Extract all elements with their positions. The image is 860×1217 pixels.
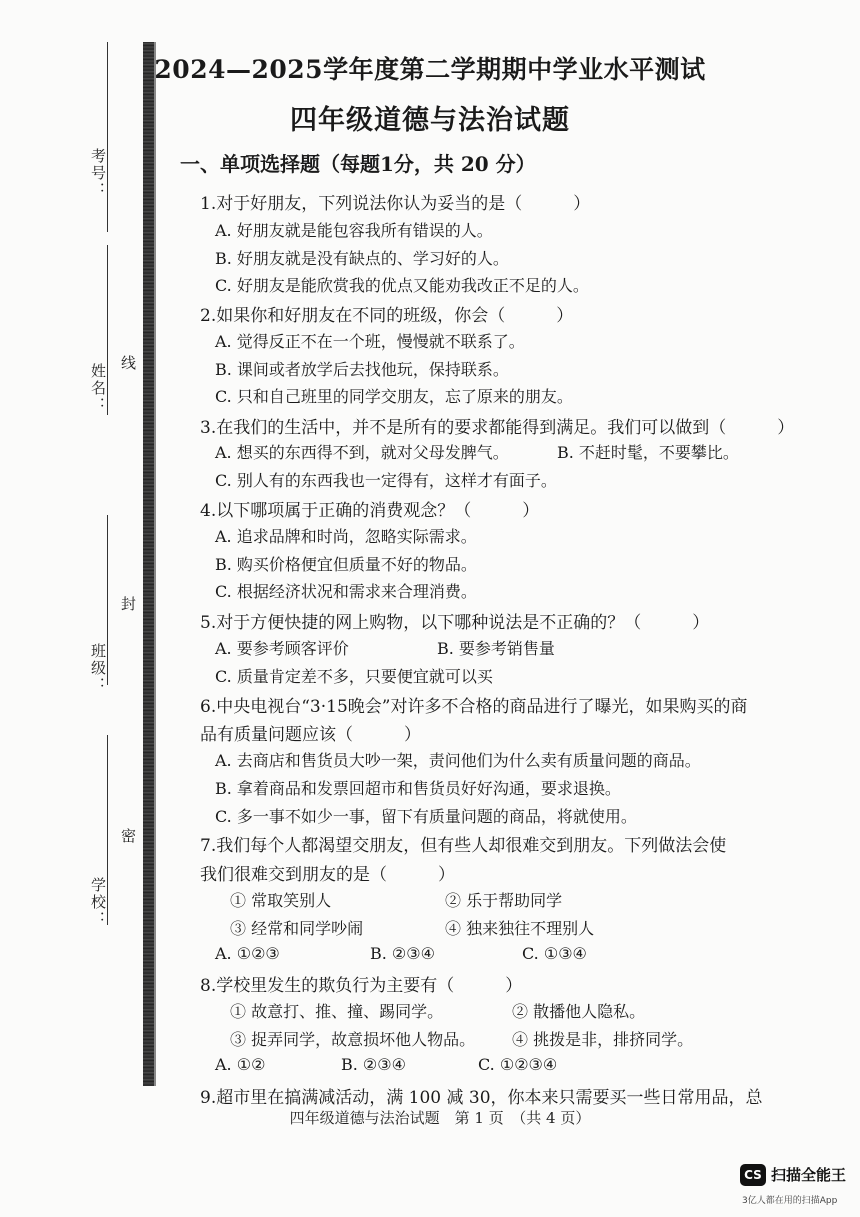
- page-footer: 四年级道德与法治试题 第 1 页 （共 4 页）: [289, 1109, 591, 1127]
- q8-item-3: ③ 捉弄同学，故意损坏他人物品。: [230, 1030, 476, 1049]
- question-2: 2.如果你和好朋友在不同的班级，你会（ ）: [200, 306, 574, 326]
- question-5: 5.对于方便快捷的网上购物，以下哪种说法是不正确的？（ ）: [200, 613, 710, 633]
- q7-item-2: ② 乐于帮助同学: [445, 891, 563, 910]
- camscanner-logo-icon: CS: [740, 1164, 766, 1186]
- section-heading: 一、单项选择题（每题1分，共 20 分）: [180, 152, 536, 176]
- q5-option-c: C. 质量肯定差不多，只要便宜就可以买: [215, 667, 493, 686]
- q6-option-b: B. 拿着商品和发票回超市和售货员好好沟通，要求退换。: [215, 779, 621, 798]
- q7-option-c: C. ①③④: [522, 944, 587, 963]
- q8-item-2: ② 散播他人隐私。: [512, 1002, 646, 1021]
- scan-binding-edge-inner: [154, 42, 156, 1086]
- class-line: [107, 515, 108, 685]
- q3-option-a: A. 想买的东西得不到，就对父母发脾气。: [215, 443, 509, 462]
- q8-option-a: A. ①②: [215, 1055, 266, 1074]
- exam-subtitle: 四年级道德与法治试题: [290, 105, 570, 136]
- q7-option-a: A. ①②③: [215, 944, 280, 963]
- question-7-cont: 我们很难交到朋友的是（ ）: [200, 865, 455, 885]
- q8-option-c: C. ①②③④: [478, 1055, 558, 1074]
- q3-option-c: C. 别人有的东西我也一定得有，这样才有面子。: [215, 471, 557, 490]
- q2-option-a: A. 觉得反正不在一个班，慢慢就不联系了。: [215, 332, 525, 351]
- q5-option-a: A. 要参考顾客评价: [215, 639, 349, 658]
- q8-item-4: ④ 挑拨是非，排挤同学。: [512, 1030, 694, 1049]
- q6-option-c: C. 多一事不如少一事，留下有质量问题的商品，将就使用。: [215, 807, 637, 826]
- q8-option-b: B. ②③④: [341, 1055, 406, 1074]
- question-7: 7.我们每个人都渴望交朋友，但有些人却很难交到朋友。下列做法会使: [200, 836, 727, 856]
- exam-number-label: 考号：: [89, 148, 107, 199]
- question-8: 8.学校里发生的欺负行为主要有（ ）: [200, 976, 523, 996]
- q7-option-b: B. ②③④: [370, 944, 435, 963]
- seal-feng-char: 封: [119, 596, 137, 613]
- question-6: 6.中央电视台“3·15晚会”对许多不合格的商品进行了曝光，如果购买的商: [200, 697, 748, 717]
- school-line: [107, 735, 108, 925]
- q1-option-b: B. 好朋友就是没有缺点的、学习好的人。: [215, 249, 509, 268]
- seal-mi-char: 密: [119, 828, 137, 845]
- question-3: 3.在我们的生活中，并不是所有的要求都能得到满足。我们可以做到（ ）: [200, 418, 795, 438]
- name-label: 姓名：: [89, 363, 107, 414]
- q2-option-c: C. 只和自己班里的同学交朋友，忘了原来的朋友。: [215, 387, 573, 406]
- q7-item-4: ④ 独来独往不理别人: [445, 919, 595, 938]
- question-9: 9.超市里在搞满减活动，满 100 减 30，你本来只需要买一些日常用品，总: [200, 1088, 763, 1108]
- class-label: 班级：: [89, 643, 107, 694]
- q1-option-a: A. 好朋友就是能包容我所有错误的人。: [215, 221, 493, 240]
- q8-item-1: ① 故意打、推、撞、踢同学。: [230, 1002, 444, 1021]
- q7-item-3: ③ 经常和同学吵闹: [230, 919, 364, 938]
- school-label: 学校：: [89, 877, 107, 928]
- camscanner-tagline: 3亿人都在用的扫描App: [742, 1196, 838, 1206]
- q7-item-1: ① 常取笑别人: [230, 891, 332, 910]
- q4-option-b: B. 购买价格便宜但质量不好的物品。: [215, 555, 477, 574]
- name-line: [107, 245, 108, 415]
- question-1: 1.对于好朋友，下列说法你认为妥当的是（ ）: [200, 194, 591, 214]
- q6-option-a: A. 去商店和售货员大吵一架，责问他们为什么卖有质量问题的商品。: [215, 751, 701, 770]
- question-4: 4.以下哪项属于正确的消费观念？（ ）: [200, 501, 540, 521]
- seal-line-char: 线: [119, 355, 137, 372]
- question-6-cont: 品有质量问题应该（ ）: [200, 725, 421, 745]
- q2-option-b: B. 课间或者放学后去找他玩，保持联系。: [215, 360, 509, 379]
- q1-option-c: C. 好朋友是能欣赏我的优点又能劝我改正不足的人。: [215, 276, 589, 295]
- q4-option-c: C. 根据经济状况和需求来合理消费。: [215, 582, 477, 601]
- exam-title: 2024—2025学年度第二学期期中学业水平测试: [154, 55, 706, 84]
- q4-option-a: A. 追求品牌和时尚，忽略实际需求。: [215, 527, 477, 546]
- q5-option-b: B. 要参考销售量: [437, 639, 555, 658]
- scan-binding-edge: [143, 42, 154, 1086]
- camscanner-brand: 扫描全能王: [771, 1166, 847, 1184]
- q3-option-b: B. 不赶时髦，不要攀比。: [557, 443, 739, 462]
